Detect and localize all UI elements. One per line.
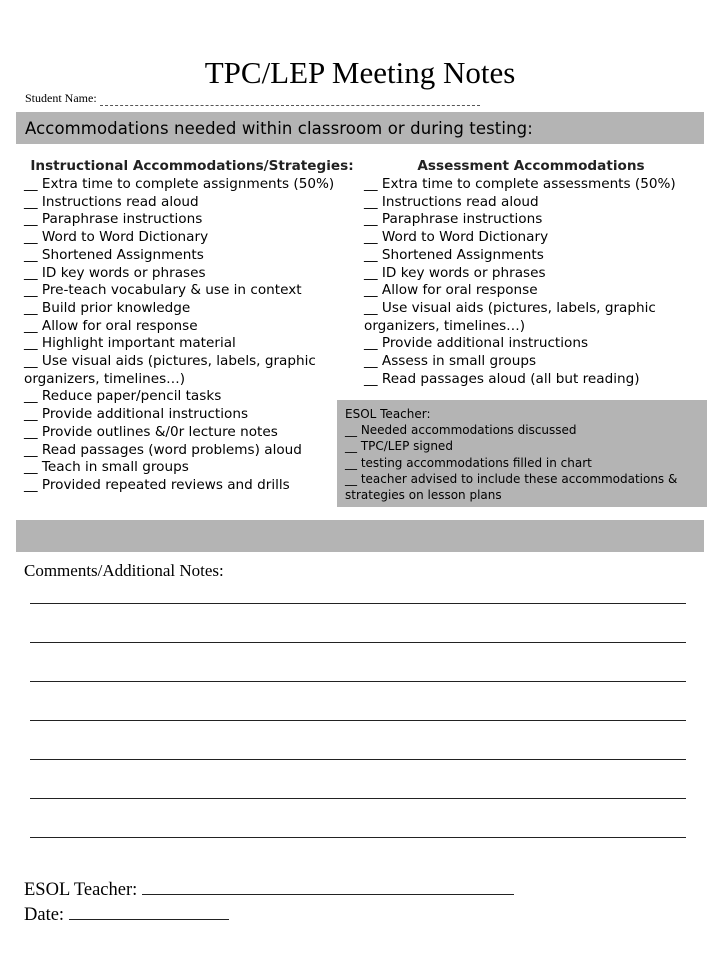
instructional-item[interactable]: __ Provide outlines &/0r lecture notes: [24, 423, 278, 440]
esol-checklist-heading: ESOL Teacher:: [345, 407, 431, 421]
esol-checklist-item[interactable]: __ TPC/LEP signed: [345, 439, 453, 454]
page-title: TPC/LEP Meeting Notes: [204, 55, 516, 90]
assessment-item[interactable]: __ Extra time to complete assessments (50%): [364, 176, 676, 192]
assessment-item[interactable]: __ Provide additional instructions: [364, 335, 589, 352]
instructional-item[interactable]: __ Shortened Assignments: [24, 246, 204, 263]
notes-line[interactable]: [30, 603, 686, 604]
notes-line[interactable]: [30, 837, 686, 838]
notes-line[interactable]: [30, 642, 686, 643]
student-name-row: [25, 91, 480, 106]
esol-teacher-field[interactable]: [142, 876, 514, 895]
assessment-heading: Assessment Accommodations: [417, 158, 645, 174]
esol-teacher-label: ESOL Teacher:: [24, 880, 138, 900]
instructional-item[interactable]: __ ID key words or phrases: [24, 264, 206, 281]
instructional-item[interactable]: __ Read passages (word problems) aloud: [24, 441, 302, 458]
esol-checklist-item[interactable]: __ Needed accommodations discussed: [345, 423, 577, 438]
instructional-item[interactable]: __ Word to Word Dictionary: [24, 229, 209, 246]
instructional-heading: Instructional Accommodations/Strategies:: [30, 158, 354, 174]
instructional-item[interactable]: __ Allow for oral response: [24, 317, 198, 334]
accommodations-header-band: [16, 112, 704, 144]
notes-line[interactable]: [30, 720, 686, 721]
accommodations-header: Accommodations needed within classroom or during testing:: [25, 119, 533, 138]
instructional-item[interactable]: __ Reduce paper/pencil tasks: [24, 388, 222, 405]
instructional-list: [24, 176, 344, 495]
comments-label: Comments/Additional Notes:: [24, 561, 224, 580]
date-field[interactable]: [69, 901, 229, 920]
assessment-item[interactable]: __ Allow for oral response: [364, 282, 538, 299]
date-label: Date:: [24, 905, 65, 925]
instructional-item[interactable]: __ Teach in small groups: [24, 459, 189, 476]
instructional-item[interactable]: __ Pre-teach vocabulary & use in context: [24, 282, 302, 299]
esol-checklist-item[interactable]: __ testing accommodations filled in chart: [345, 455, 592, 470]
student-name-field[interactable]: [100, 94, 480, 106]
assessment-item[interactable]: __ Shortened Assignments: [364, 246, 544, 263]
assessment-item[interactable]: __ Read passages aloud (all but reading): [364, 370, 640, 387]
assessment-item[interactable]: __ Instructions read aloud: [364, 193, 539, 210]
instructional-item[interactable]: __ Provided repeated reviews and drills: [24, 476, 290, 493]
esol-checklist: [345, 406, 701, 503]
date-row: [24, 901, 229, 926]
notes-line[interactable]: [30, 759, 686, 760]
divider-band: [16, 520, 704, 552]
esol-checklist-item[interactable]: __ teacher advised to include these accommodations & strategies on lesson plans: [345, 471, 678, 503]
assessment-item[interactable]: __ ID key words or phrases: [364, 264, 546, 281]
student-name-label: Student Name:: [25, 91, 97, 105]
assessment-item[interactable]: __ Use visual aids (pictures, labels, graphic organizers, timelines…): [364, 299, 656, 334]
esol-teacher-signature-row: [24, 876, 514, 901]
notes-line[interactable]: [30, 798, 686, 799]
assessment-item[interactable]: __ Paraphrase instructions: [364, 211, 543, 228]
instructional-item[interactable]: __ Provide additional instructions: [24, 406, 249, 423]
instructional-item[interactable]: __ Extra time to complete assignments (50%): [24, 176, 335, 192]
assessment-item[interactable]: __ Word to Word Dictionary: [364, 229, 549, 246]
esol-checklist-box: [337, 400, 707, 507]
notes-line[interactable]: [30, 681, 686, 682]
instructional-item[interactable]: __ Build prior knowledge: [24, 299, 191, 316]
assessment-item[interactable]: __ Assess in small groups: [364, 353, 537, 370]
instructional-item[interactable]: __ Use visual aids (pictures, labels, graphic organizers, timelines…): [24, 353, 316, 387]
instructional-item[interactable]: __ Highlight important material: [24, 335, 236, 352]
instructional-item[interactable]: __ Paraphrase instructions: [24, 211, 203, 228]
instructional-item[interactable]: __ Instructions read aloud: [24, 193, 199, 210]
assessment-list: [364, 176, 694, 388]
